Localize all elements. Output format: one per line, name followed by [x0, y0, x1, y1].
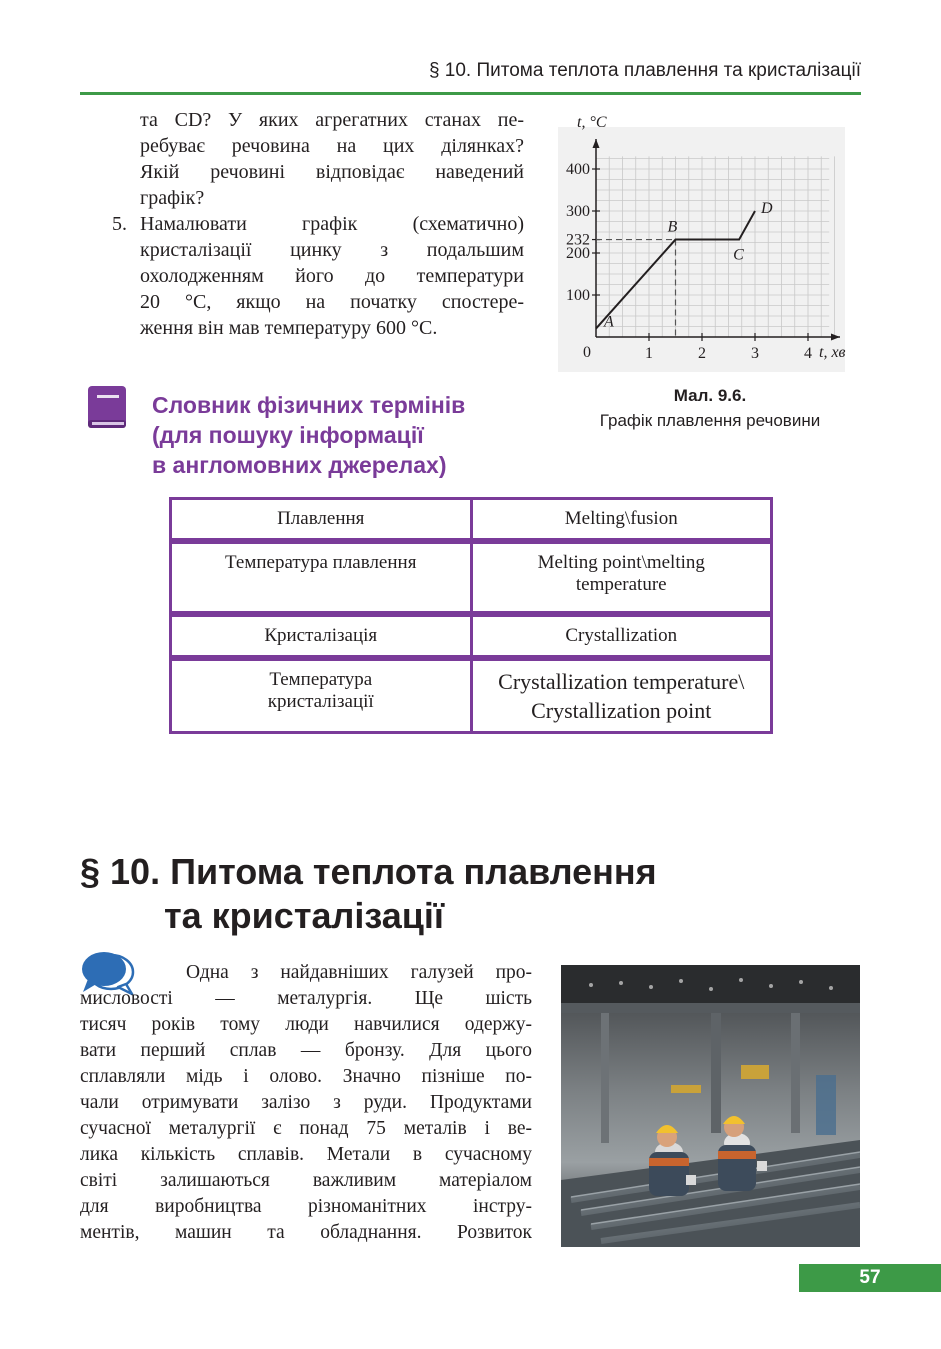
- point-label: D: [761, 200, 773, 217]
- melting-graph: [553, 105, 848, 375]
- question-line: кристалізації цинку з подальшим: [140, 239, 524, 261]
- x-axis-label: t, хв: [819, 344, 846, 361]
- questions-block: [112, 107, 524, 341]
- figure-number: Мал. 9.6.: [673, 386, 747, 405]
- dictionary-title: [152, 390, 465, 480]
- body-line: сплавляли мідь і олово. Значно пізніше по-: [80, 1066, 532, 1087]
- figure-caption-text: Графік плавлення речовини: [599, 411, 821, 430]
- table-row: [171, 541, 772, 614]
- origin-label: 0: [583, 344, 591, 361]
- question-line: охолодженням його до температури: [140, 265, 524, 287]
- point-label: A: [604, 313, 614, 331]
- section-title: [80, 850, 657, 938]
- running-header: § 10. Питома теплота плавлення та кристалізації: [428, 60, 861, 81]
- header-rule: [80, 92, 861, 95]
- body-line: лика кількість сплавів. Метали в сучасному: [80, 1144, 532, 1165]
- question-line: 20 °С, якщо на початку спостере-: [140, 291, 524, 313]
- term-english: Melting point\melting temperature: [471, 541, 772, 614]
- question-line: графік?: [140, 187, 205, 209]
- table-row: [171, 499, 772, 542]
- y-tick-label: 232: [566, 231, 590, 249]
- term-english: Crystallization temperature\ Crystallization point: [471, 658, 772, 733]
- dictionary-title-line: Словник фізичних термінів: [152, 392, 466, 418]
- table-row: [171, 658, 772, 733]
- body-line: Одна з найдавніших галузей про-: [186, 962, 532, 983]
- term-english: Crystallization: [471, 614, 772, 658]
- x-tick-label: 3: [751, 345, 759, 362]
- y-tick-label: 200: [566, 245, 590, 262]
- body-line: сучасної металургії є понад 75 металів і ве-: [80, 1118, 532, 1139]
- dictionary-title-line: в англомовних джерелах): [152, 452, 447, 478]
- table-row: [171, 614, 772, 658]
- metallurgy-workers-photo: [561, 965, 860, 1247]
- body-line: мисловості — металургія. Ще шість: [80, 988, 532, 1009]
- x-tick-label: 1: [645, 345, 653, 362]
- term-ukrainian: Кристалізація: [171, 614, 472, 658]
- term-ukrainian: Плавлення: [171, 499, 472, 542]
- dictionary-title-line: (для пошуку інформації: [152, 422, 424, 448]
- question-line: Намалювати графік (схематично): [140, 213, 524, 235]
- question-line: та CD? У яких агрегатних станах пе-: [140, 109, 524, 131]
- body-line: чали отримувати залізо з руди. Продуктами: [80, 1092, 532, 1113]
- question-line: Якій речовині відповідає наведений: [140, 161, 524, 183]
- question-line: ження він мав температуру 600 °С.: [140, 317, 438, 339]
- y-tick-label: 400: [566, 161, 590, 178]
- section-body: [80, 960, 532, 1246]
- body-line: вати перший сплав — бронзу. Для цього: [80, 1040, 532, 1061]
- question-line: ребуває речовина на цих ділянках?: [140, 135, 524, 157]
- page-number: 57: [799, 1264, 941, 1292]
- body-line: світі залишаються важливим матеріалом: [80, 1170, 532, 1191]
- y-axis-label: t, °С: [577, 114, 607, 131]
- term-ukrainian: Температура плавлення: [171, 541, 472, 614]
- section-title-line1: § 10. Питома теплота плавлення: [80, 851, 657, 892]
- y-tick-label: 300: [566, 203, 590, 220]
- figure-caption: [560, 383, 860, 433]
- question-number: 5.: [112, 213, 127, 235]
- section-title-line2: та кристалізації: [164, 895, 445, 936]
- x-tick-label: 2: [698, 345, 706, 362]
- book-icon: [86, 384, 130, 432]
- term-english: Melting\fusion: [471, 499, 772, 542]
- body-line: для виробництва різноманітних інстру-: [80, 1196, 532, 1217]
- body-line: ментів, машин та обладнання. Розвиток: [80, 1222, 532, 1243]
- dictionary-table: [169, 497, 773, 734]
- body-line: тисяч років тому люди навчилися одержу-: [80, 1014, 532, 1035]
- point-label: C: [733, 246, 744, 264]
- point-label: B: [667, 218, 678, 236]
- y-tick-label: 100: [566, 287, 590, 304]
- term-ukrainian: Температура кристалізації: [171, 658, 472, 733]
- x-tick-label: 4: [804, 345, 812, 362]
